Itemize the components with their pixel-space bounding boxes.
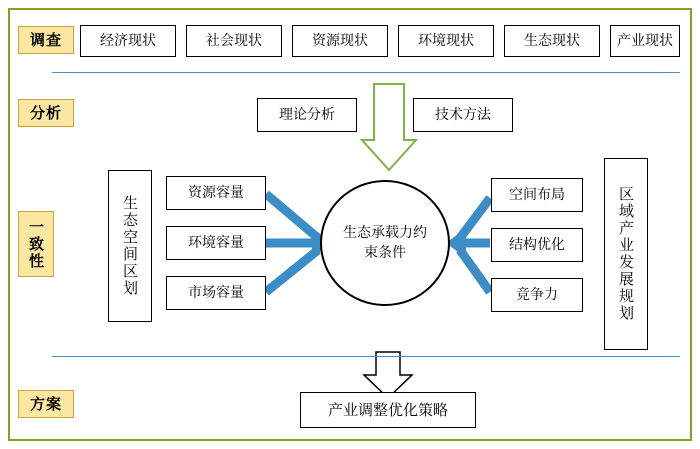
right-input-spatial-layout[interactable]: 空间布局 (491, 178, 583, 212)
stage-label-survey: 调查 (18, 26, 74, 54)
center-ellipse-carrying-capacity[interactable] (320, 180, 450, 306)
left-panel-eco-spatial-zoning[interactable]: 生态空间区划 (108, 170, 152, 322)
center-ellipse-label: 生态承载力约束条件 (343, 224, 427, 261)
survey-box-ecology[interactable]: 生态现状 (504, 25, 600, 57)
divider-plan (52, 356, 680, 357)
outcome-box-industry-strategy[interactable]: 产业调整优化策略 (300, 392, 476, 428)
right-input-structure-optimization[interactable]: 结构优化 (491, 228, 583, 262)
divider-survey (52, 72, 680, 73)
stage-label-plan: 方案 (18, 390, 74, 418)
stage-label-consistency (18, 211, 54, 277)
left-input-resource-capacity[interactable]: 资源容量 (166, 176, 266, 210)
analysis-box-theory[interactable]: 理论分析 (257, 98, 357, 132)
right-input-competitiveness[interactable]: 竞争力 (491, 278, 583, 312)
survey-box-environment[interactable]: 环境现状 (398, 25, 494, 57)
survey-box-industry[interactable]: 产业现状 (610, 25, 680, 57)
analysis-box-method[interactable]: 技术方法 (413, 98, 513, 132)
stage-label-analysis: 分析 (18, 99, 74, 127)
survey-box-economy[interactable]: 经济现状 (80, 25, 176, 57)
stage-label-consistency-text: 一致性 (27, 218, 45, 270)
survey-box-society[interactable]: 社会现状 (186, 25, 282, 57)
right-panel-regional-industry-plan[interactable]: 区域产业发展规划 (604, 158, 648, 350)
left-input-market-capacity[interactable]: 市场容量 (166, 276, 266, 310)
survey-box-resources[interactable]: 资源现状 (292, 25, 388, 57)
left-input-environment-capacity[interactable]: 环境容量 (166, 226, 266, 260)
